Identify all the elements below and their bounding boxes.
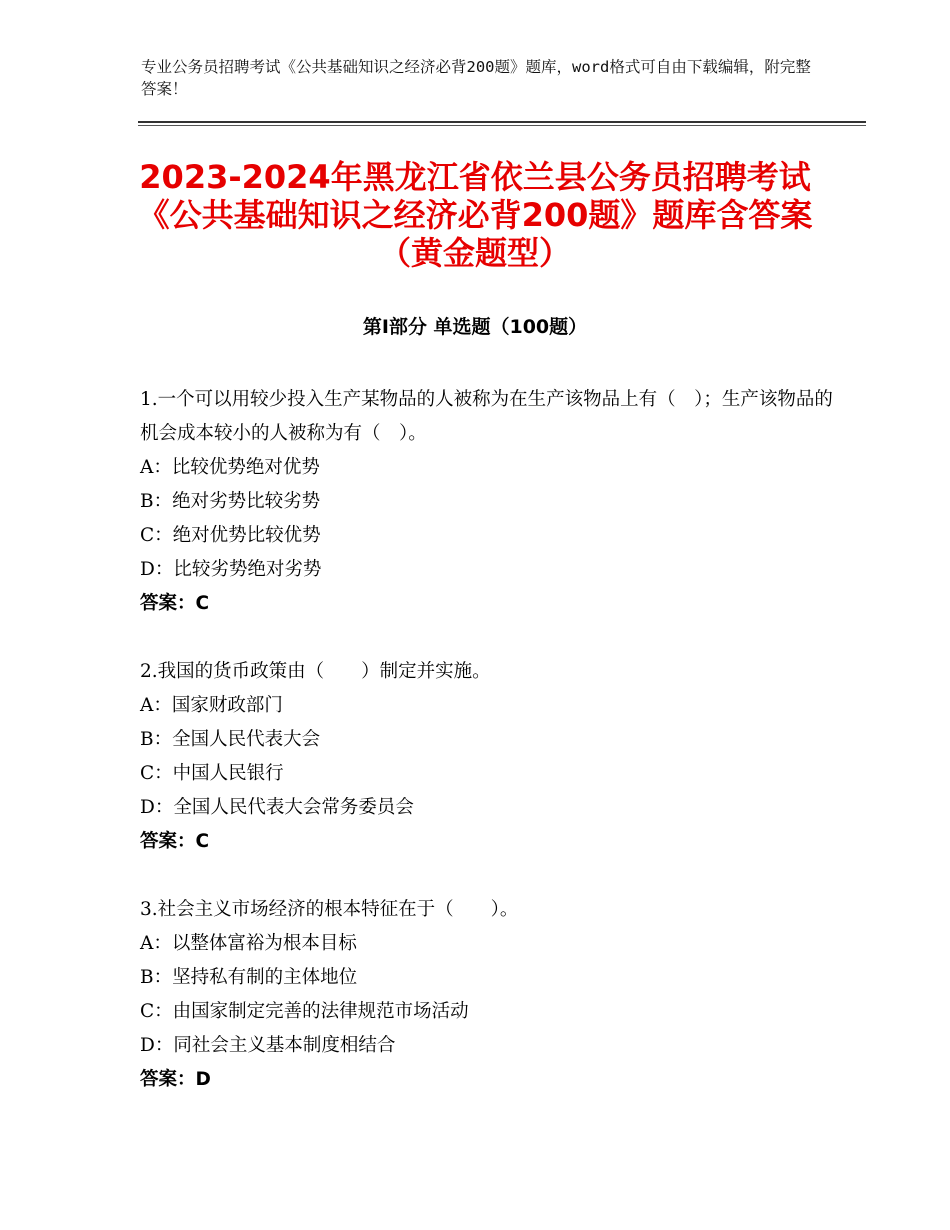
question-stem: 2.我国的货币政策由（ ）制定并实施。 <box>140 661 491 682</box>
section-heading: 第Ⅰ部分 单选题（100题） <box>362 316 588 338</box>
option-c: C：绝对优势比较优势 <box>140 525 321 546</box>
option-d: D：全国人民代表大会常务委员会 <box>140 797 414 818</box>
document-title: 2023-2024年黑龙江省依兰县公务员招聘考试《公共基础知识之经济必背200题》题库含答案（黄金题型） <box>137 158 813 272</box>
option-a: A：国家财政部门 <box>140 695 283 716</box>
option-a: A：以整体富裕为根本目标 <box>140 933 357 954</box>
question-1 <box>140 383 840 621</box>
option-a: A：比较优势绝对优势 <box>140 457 320 478</box>
header-divider-thin <box>138 125 866 126</box>
option-d: D：比较劣势绝对劣势 <box>140 559 322 580</box>
header-divider-thick <box>138 121 866 123</box>
answer-line: 答案：D <box>140 1069 211 1090</box>
option-b: B：全国人民代表大会 <box>140 729 321 750</box>
option-c: C：中国人民银行 <box>140 763 284 784</box>
header-note: 专业公务员招聘考试《公共基础知识之经济必背200题》题库，word格式可自由下载编辑，附完整答案！ <box>141 58 811 98</box>
question-2 <box>140 655 840 859</box>
option-c: C：由国家制定完善的法律规范市场活动 <box>140 1001 469 1022</box>
option-b: B：绝对劣势比较劣势 <box>140 491 321 512</box>
question-stem: 3.社会主义市场经济的根本特征在于（ ）。 <box>140 899 519 920</box>
option-d: D：同社会主义基本制度相结合 <box>140 1035 396 1056</box>
option-b: B：坚持私有制的主体地位 <box>140 967 358 988</box>
question-3 <box>140 893 840 1097</box>
answer-line: 答案：C <box>140 831 210 852</box>
question-stem: 1.一个可以用较少投入生产某物品的人被称为在生产该物品上有（ ）；生产该物品的机会成本较小的人被称为有（ ）。 <box>140 389 833 444</box>
question-list <box>140 383 840 1131</box>
answer-line: 答案：C <box>140 593 210 614</box>
